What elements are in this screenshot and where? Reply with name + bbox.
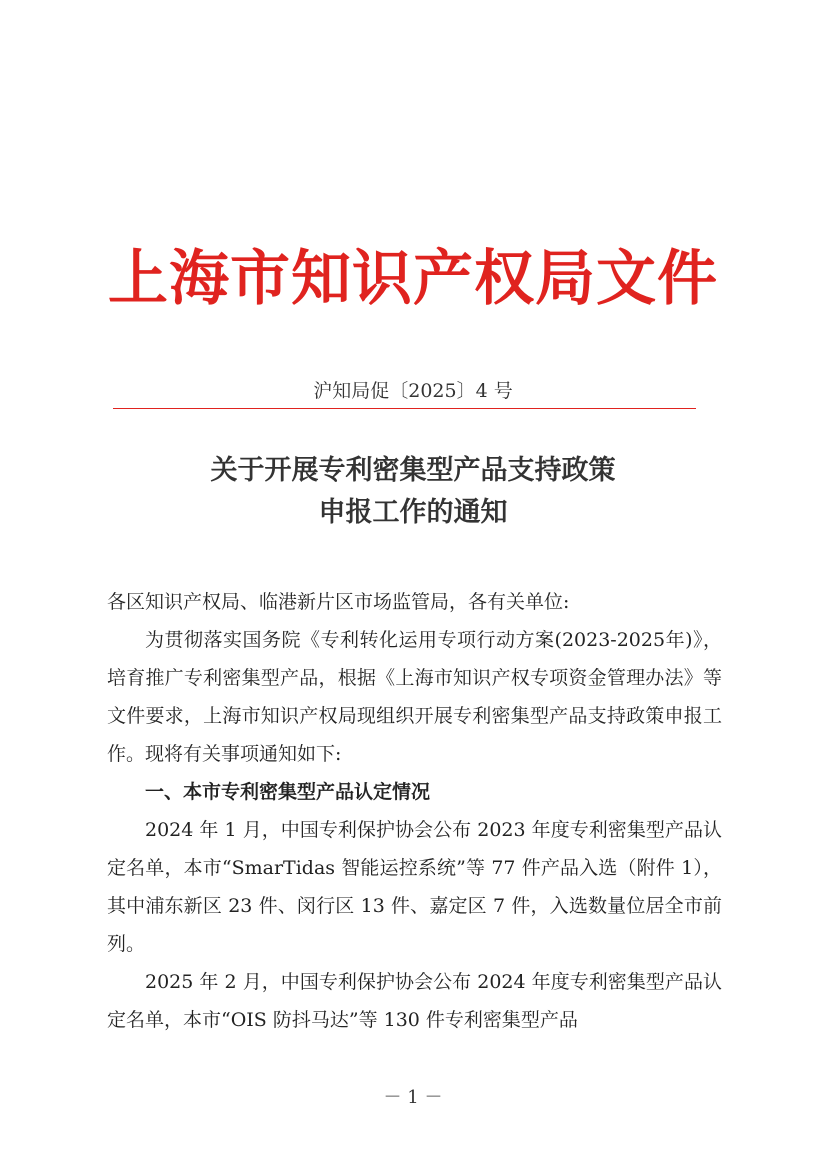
document-title-line-2: 申报工作的通知	[318, 497, 508, 528]
document-number: 沪知局促〔2025〕4 号	[313, 380, 513, 402]
red-divider-line	[113, 408, 696, 409]
document-title-line-1: 关于开展专利密集型产品支持政策	[210, 455, 616, 486]
salutation: 各区知识产权局、临港新片区市场监管局，各有关单位:	[107, 591, 570, 613]
section-heading-1: 一、本市专利密集型产品认定情况	[145, 781, 431, 803]
page-number: － 1 －	[383, 1087, 443, 1108]
document-title	[0, 450, 826, 534]
document-body	[107, 583, 722, 1039]
paragraph-2024-list: 2024 年 1 月，中国专利保护协会公布 2023 年度专利密集型产品认定名单，本市“SmarTidas 智能运控系统”等 77 件产品入选（附件 1），其中浦东新区 23 件、闵行区 13 件、嘉定区 7 件，入选数量位居全市前列。	[107, 819, 722, 955]
masthead-title: 上海市知识产权局文件	[108, 244, 718, 314]
paragraph-2025-list: 2025 年 2 月，中国专利保护协会公布 2024 年度专利密集型产品认定名单，本市“OIS 防抖马达”等 130 件专利密集型产品	[107, 971, 722, 1031]
intro-paragraph: 为贯彻落实国务院《专利转化运用专项行动方案(2023-2025年)》，培育推广专利密集型产品，根据《上海市知识产权专项资金管理办法》等文件要求，上海市知识产权局现组织开展专利密集型产品支持政策申报工作。现将有关事项通知如下:	[107, 629, 722, 765]
